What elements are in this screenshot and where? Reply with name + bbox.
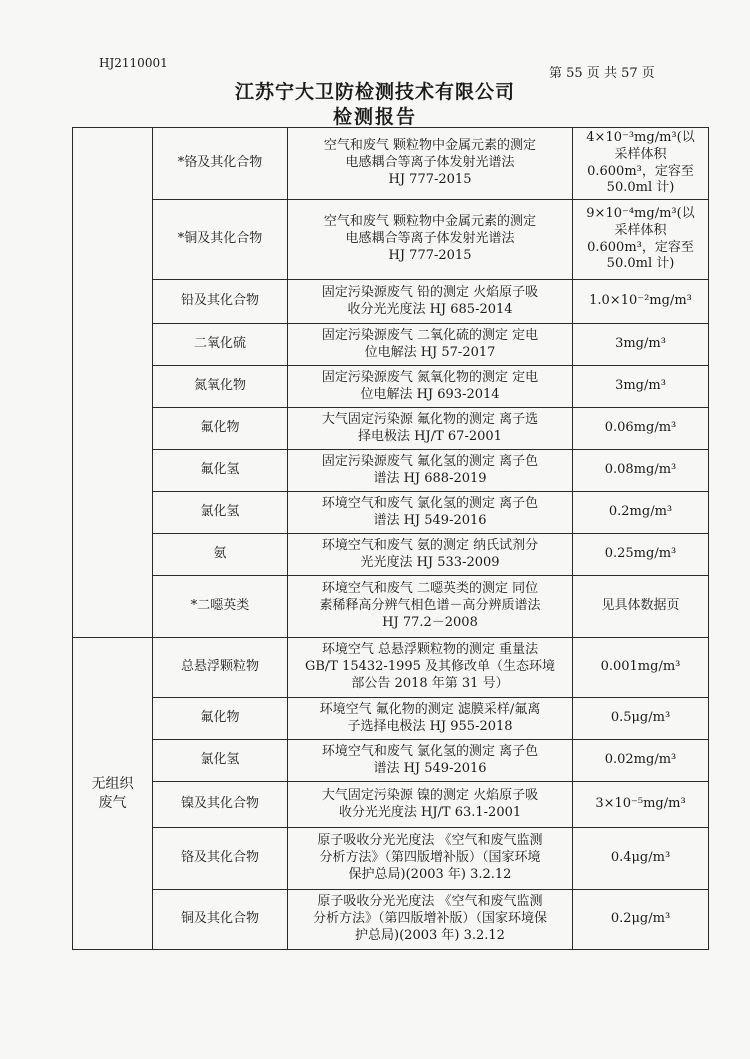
method-cell: 空气和废气 颗粒物中金属元素的测定 电感耦合等离子体发射光谱法 HJ 777-2015: [288, 128, 573, 200]
detection-limit-cell: 0.5μg/m³: [573, 698, 709, 740]
method-cell: 环境空气和废气 氨的测定 纳氏试剂分 光光度法 HJ 533-2009: [288, 534, 573, 576]
item-cell: 铜及其化合物: [153, 890, 288, 950]
method-cell: 原子吸收分光光度法 《空气和废气监测 分析方法》（第四版增补版）（国家环境 保护总局)(2003 年) 3.2.12: [288, 828, 573, 890]
page-number: 第 55 页 共 57 页: [549, 66, 655, 81]
detection-limit-cell: 9×10⁻⁴mg/m³(以 采样体积 0.600m³，定容至 50.0ml 计): [573, 200, 709, 280]
category-cell: [73, 128, 153, 638]
table-row: [73, 698, 709, 740]
item-cell: 氟化物: [153, 698, 288, 740]
detection-limit-cell: 0.25mg/m³: [573, 534, 709, 576]
detection-limit-cell: 0.08mg/m³: [573, 450, 709, 492]
detection-limit-cell: 0.2mg/m³: [573, 492, 709, 534]
detection-limit-cell: 0.02mg/m³: [573, 740, 709, 782]
table-row: [73, 638, 709, 698]
item-cell: 铅及其化合物: [153, 280, 288, 324]
detection-limit-cell: 0.001mg/m³: [573, 638, 709, 698]
item-cell: 总悬浮颗粒物: [153, 638, 288, 698]
detection-limit-cell: 3mg/m³: [573, 366, 709, 408]
table-row: [73, 128, 709, 200]
document-id: HJ2110001: [99, 56, 168, 70]
method-cell: 大气固定污染源 镍的测定 火焰原子吸 收分光光度法 HJ/T 63.1-2001: [288, 782, 573, 828]
method-cell: 原子吸收分光光度法 《空气和废气监测 分析方法》（第四版增补版）（国家环境保 护总局)(2003 年) 3.2.12: [288, 890, 573, 950]
item-cell: 二氧化硫: [153, 324, 288, 366]
detection-limit-cell: 0.06mg/m³: [573, 408, 709, 450]
table-row: [73, 200, 709, 280]
item-cell: 氯化氢: [153, 740, 288, 782]
table-row: [73, 890, 709, 950]
method-cell: 环境空气和废气 氯化氢的测定 离子色 谱法 HJ 549-2016: [288, 740, 573, 782]
method-cell: 固定污染源废气 二氧化硫的测定 定电 位电解法 HJ 57-2017: [288, 324, 573, 366]
table-row: [73, 782, 709, 828]
table-row: [73, 828, 709, 890]
detection-limit-cell: 3×10⁻⁵mg/m³: [573, 782, 709, 828]
method-cell: 环境空气和废气 二噁英类的测定 同位 素稀释高分辨气相色谱－高分辨质谱法 HJ 77.2－2008: [288, 576, 573, 638]
method-cell: 环境空气 氟化物的测定 滤膜采样/氟离 子选择电极法 HJ 955-2018: [288, 698, 573, 740]
item-cell: 铬及其化合物: [153, 828, 288, 890]
item-cell: 氯化氢: [153, 492, 288, 534]
table-row: [73, 740, 709, 782]
item-cell: *铜及其化合物: [153, 200, 288, 280]
category-cell: 无组织 废气: [73, 638, 153, 950]
report-title: 检测报告: [332, 106, 417, 128]
detection-limit-cell: 0.4μg/m³: [573, 828, 709, 890]
detection-limit-cell: 0.2μg/m³: [573, 890, 709, 950]
detection-limit-cell: 4×10⁻³mg/m³(以 采样体积 0.600m³，定容至 50.0ml 计): [573, 128, 709, 200]
table-row: [73, 408, 709, 450]
table-row: [73, 534, 709, 576]
item-cell: 镍及其化合物: [153, 782, 288, 828]
table-row: [73, 280, 709, 324]
method-cell: 环境空气和废气 氯化氢的测定 离子色 谱法 HJ 549-2016: [288, 492, 573, 534]
item-cell: 氮氧化物: [153, 366, 288, 408]
item-cell: 氟化物: [153, 408, 288, 450]
table-row: [73, 366, 709, 408]
detection-limit-cell: 见具体数据页: [573, 576, 709, 638]
item-cell: *铬及其化合物: [153, 128, 288, 200]
method-cell: 固定污染源废气 铅的测定 火焰原子吸 收分光光度法 HJ 685-2014: [288, 280, 573, 324]
item-cell: *二噁英类: [153, 576, 288, 638]
method-cell: 大气固定污染源 氟化物的测定 离子选 择电极法 HJ/T 67-2001: [288, 408, 573, 450]
table-row: [73, 450, 709, 492]
method-cell: 固定污染源废气 氮氧化物的测定 定电 位电解法 HJ 693-2014: [288, 366, 573, 408]
table-row: [73, 576, 709, 638]
table-row: [73, 492, 709, 534]
item-cell: 氟化氢: [153, 450, 288, 492]
company-name: 江苏宁大卫防检测技术有限公司: [234, 81, 515, 103]
table-row: [73, 324, 709, 366]
method-cell: 固定污染源废气 氟化氢的测定 离子色 谱法 HJ 688-2019: [288, 450, 573, 492]
method-table: [72, 127, 709, 950]
detection-limit-cell: 3mg/m³: [573, 324, 709, 366]
method-cell: 空气和废气 颗粒物中金属元素的测定 电感耦合等离子体发射光谱法 HJ 777-2015: [288, 200, 573, 280]
item-cell: 氨: [153, 534, 288, 576]
detection-limit-cell: 1.0×10⁻²mg/m³: [573, 280, 709, 324]
method-cell: 环境空气 总悬浮颗粒物的测定 重量法 GB/T 15432-1995 及其修改单（生态环境 部公告 2018 年第 31 号）: [288, 638, 573, 698]
